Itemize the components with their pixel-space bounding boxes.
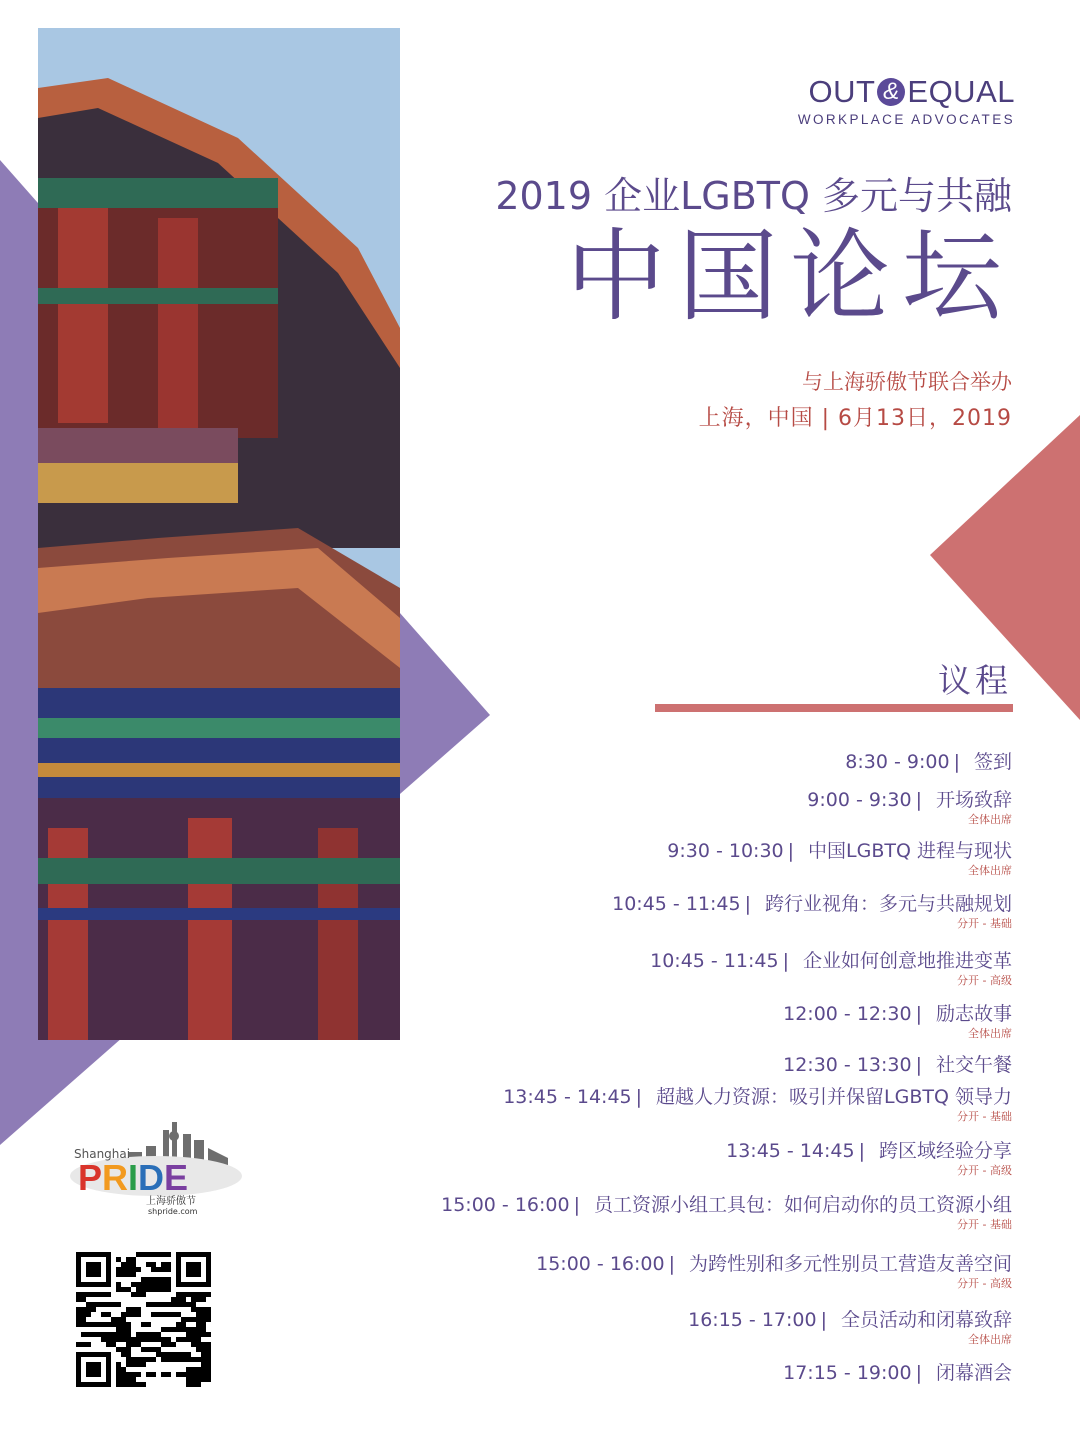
- agenda-separator: |: [635, 1086, 643, 1108]
- agenda-time: 12:30 - 13:30: [783, 1054, 912, 1076]
- agenda-title: 全员活动和闭幕致辞: [840, 1309, 1012, 1331]
- pride-word: PRIDE: [78, 1157, 189, 1198]
- agenda-separator: |: [915, 1054, 922, 1076]
- agenda-item: [612, 892, 1012, 931]
- agenda-title: 员工资源小组工具包：如何启动你的员工资源小组: [593, 1194, 1012, 1216]
- agenda-item: [845, 750, 1012, 774]
- agenda-title: 开场致辞: [935, 789, 1012, 811]
- agenda-title: 中国LGBTQ 进程与现状: [808, 840, 1012, 862]
- agenda-time: 10:45 - 11:45: [650, 950, 779, 972]
- agenda-separator: |: [573, 1194, 580, 1216]
- agenda-time: 8:30 - 9:00: [845, 751, 950, 773]
- pride-city-text: Shanghai: [74, 1147, 131, 1161]
- agenda-title: 励志故事: [935, 1003, 1012, 1025]
- agenda-item: [441, 1193, 1012, 1232]
- agenda-separator: |: [915, 1362, 922, 1384]
- agenda-item: [667, 839, 1012, 878]
- agenda-note: 分开 - 高级: [957, 974, 1012, 987]
- agenda-note: 分开 - 高级: [957, 1164, 1012, 1177]
- agenda-separator: |: [787, 840, 795, 862]
- agenda-time: 9:00 - 9:30: [807, 789, 912, 811]
- out-equal-logo: [790, 74, 1015, 134]
- agenda-note: 分开 - 基础: [957, 1218, 1012, 1231]
- agenda-item: [783, 1053, 1012, 1077]
- agenda-note: 全体出席: [968, 813, 1012, 826]
- forum-subtitle: 2019 企业LGBTQ 多元与共融: [495, 174, 1012, 218]
- location-date: 上海，中国 | 6月13日，2019: [698, 406, 1012, 431]
- agenda-title: 为跨性别和多元性别员工营造友善空间: [688, 1253, 1012, 1275]
- agenda-time: 17:15 - 19:00: [783, 1362, 912, 1384]
- agenda-item: [536, 1252, 1012, 1291]
- agenda-time: 10:45 - 11:45: [612, 893, 741, 915]
- agenda-note: 全体出席: [968, 1333, 1012, 1346]
- agenda-item: [783, 1361, 1012, 1385]
- agenda-note: 分开 - 基础: [957, 1110, 1012, 1123]
- agenda-separator: |: [782, 950, 789, 972]
- agenda-separator: |: [744, 893, 751, 915]
- logo-wordmark: OUT & EQUAL: [808, 74, 1015, 109]
- agenda-title: 跨区域经验分享: [878, 1140, 1012, 1162]
- agenda-note: 分开 - 基础: [957, 917, 1012, 930]
- agenda-time: 9:30 - 10:30: [667, 840, 784, 862]
- agenda-separator: |: [858, 1140, 865, 1162]
- ampersand-icon: &: [877, 78, 905, 106]
- agenda-item: [688, 1308, 1012, 1347]
- agenda-heading: 议程: [938, 661, 1012, 700]
- agenda-time: 15:00 - 16:00: [441, 1194, 570, 1216]
- agenda-divider: [655, 704, 1013, 712]
- pagoda-photo: [38, 28, 400, 1040]
- agenda-title: 社交午餐: [935, 1054, 1012, 1076]
- pride-url-text: shpride.com: [148, 1207, 198, 1216]
- agenda-time: 16:15 - 17:00: [688, 1309, 817, 1331]
- agenda-item: [807, 788, 1012, 827]
- forum-title: 中国论坛: [566, 218, 1014, 335]
- agenda-separator: |: [915, 1003, 922, 1025]
- agenda-time: 13:45 - 14:45: [726, 1140, 855, 1162]
- agenda-time: 15:00 - 16:00: [536, 1253, 665, 1275]
- agenda-title: 企业如何创意地推进变革: [802, 950, 1012, 972]
- agenda-item: [783, 1002, 1012, 1041]
- agenda-time: 13:45 - 14:45: [503, 1086, 632, 1108]
- agenda-note: 全体出席: [968, 1027, 1012, 1040]
- agenda-title: 签到: [973, 751, 1012, 773]
- agenda-separator: |: [953, 751, 960, 773]
- agenda-note: 全体出席: [968, 864, 1012, 877]
- agenda-separator: |: [820, 1309, 827, 1331]
- qr-code: [76, 1252, 211, 1387]
- agenda-title: 跨行业视角：多元与共融规划: [764, 893, 1012, 915]
- logo-tagline: WORKPLACE ADVOCATES: [797, 112, 1015, 127]
- shanghai-pride-logo: [68, 1118, 243, 1218]
- agenda-item: [726, 1139, 1012, 1178]
- agenda-note: 分开 - 高级: [957, 1277, 1012, 1290]
- agenda-item: [650, 949, 1012, 988]
- pride-cn-text: 上海骄傲节: [146, 1196, 196, 1207]
- agenda-separator: |: [915, 789, 922, 811]
- agenda-separator: |: [668, 1253, 675, 1275]
- agenda-title: 闭幕酒会: [935, 1362, 1012, 1384]
- agenda-title: 超越人力资源：吸引并保留LGBTQ 领导力: [656, 1086, 1012, 1108]
- agenda-time: 12:00 - 12:30: [783, 1003, 912, 1025]
- cohost-text: 与上海骄傲节联合举办: [802, 370, 1012, 394]
- agenda-item: [503, 1085, 1012, 1124]
